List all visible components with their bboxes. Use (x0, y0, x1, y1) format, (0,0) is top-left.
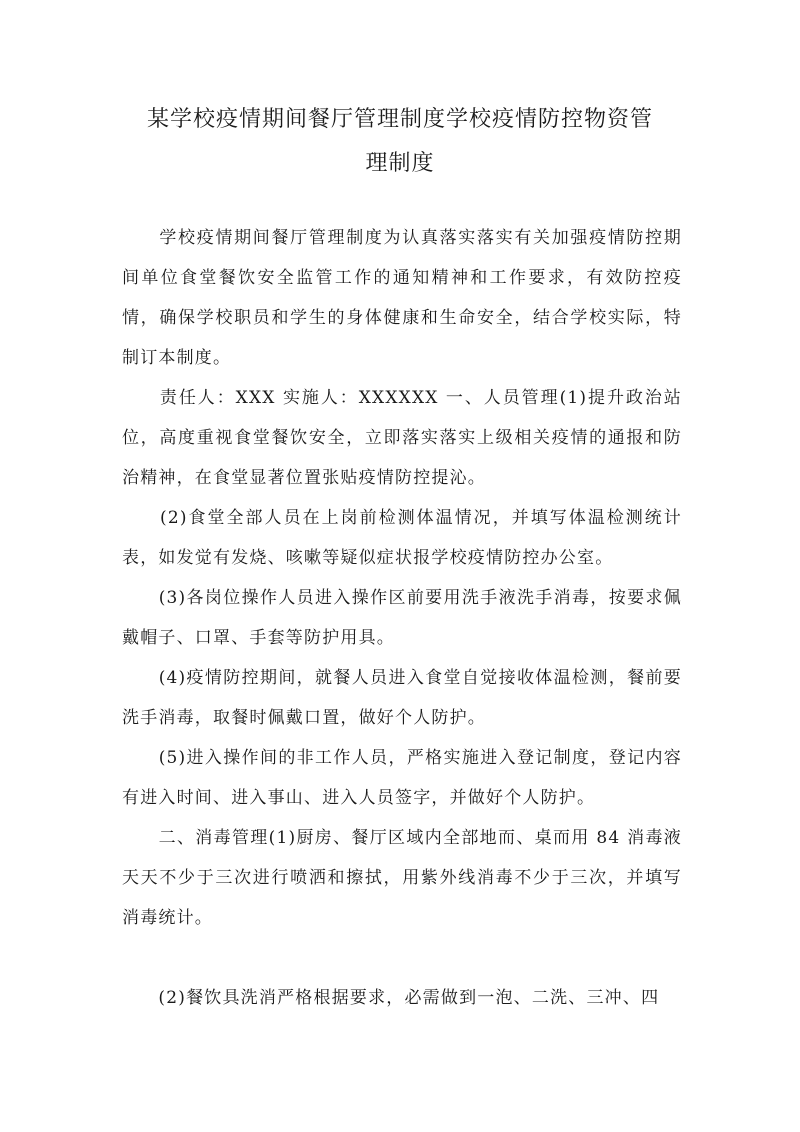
paragraph-disinfection-2: (2)餐饮具洗消严格根据要求，必需做到一泡、二洗、三冲、四 (122, 988, 660, 1008)
document-title (120, 98, 680, 186)
paragraph-personnel-2: (2)食堂全部人员在上岗前检测体温情况，并填写体温检测统计表，如发觉有发烧、咳嗽等疑似症状报学校疫情防控办公室。 (122, 508, 682, 568)
document-title-line-2: 理制度 (365, 151, 435, 176)
document-title-line-1: 某学校疫情期间餐厅管理制度学校疫情防控物资管 (146, 107, 653, 132)
paragraph-personnel-4: (4)疫情防控期间，就餐人员进入食堂自觉接收体温检测，餐前要洗手消毒，取餐时佩戴口置，做好个人防护。 (122, 668, 682, 728)
paragraph-intro: 学校疫情期间餐厅管理制度为认真落实落实有关加强疫情防控期间单位食堂餐饮安全监管工作的通知精神和工作要求，有效防控疫情，确保学校职员和学生的身体健康和生命安全，结合学校实际，特制订本制度。 (122, 228, 682, 368)
paragraph-personnel-5: (5)进入操作间的非工作人员，严格实施进入登记制度，登记内容有进入时间、进入事山、进入人员签字，并做好个人防护。 (122, 748, 682, 808)
paragraph-personnel-1: 责任人：XXX 实施人：XXXXXX 一、人员管理(1)提升政治站位，高度重视食堂餐饮安全，立即落实落实上级相关疫情的通报和防治精神，在食堂显著位置张贴疫情防控提沁。 (122, 388, 682, 488)
paragraph-personnel-3: (3)各岗位操作人员进入操作区前要用洗手液洗手消毒，按要求佩戴帽子、口罩、手套等防护用具。 (122, 588, 682, 648)
paragraph-disinfection-1: 二、消毒管理(1)厨房、餐厅区域内全部地而、桌而用 84 消毒液天天不少于三次进行喷洒和擦拭，用紫外线消毒不少于三次，并填写消毒统计。 (122, 828, 682, 928)
